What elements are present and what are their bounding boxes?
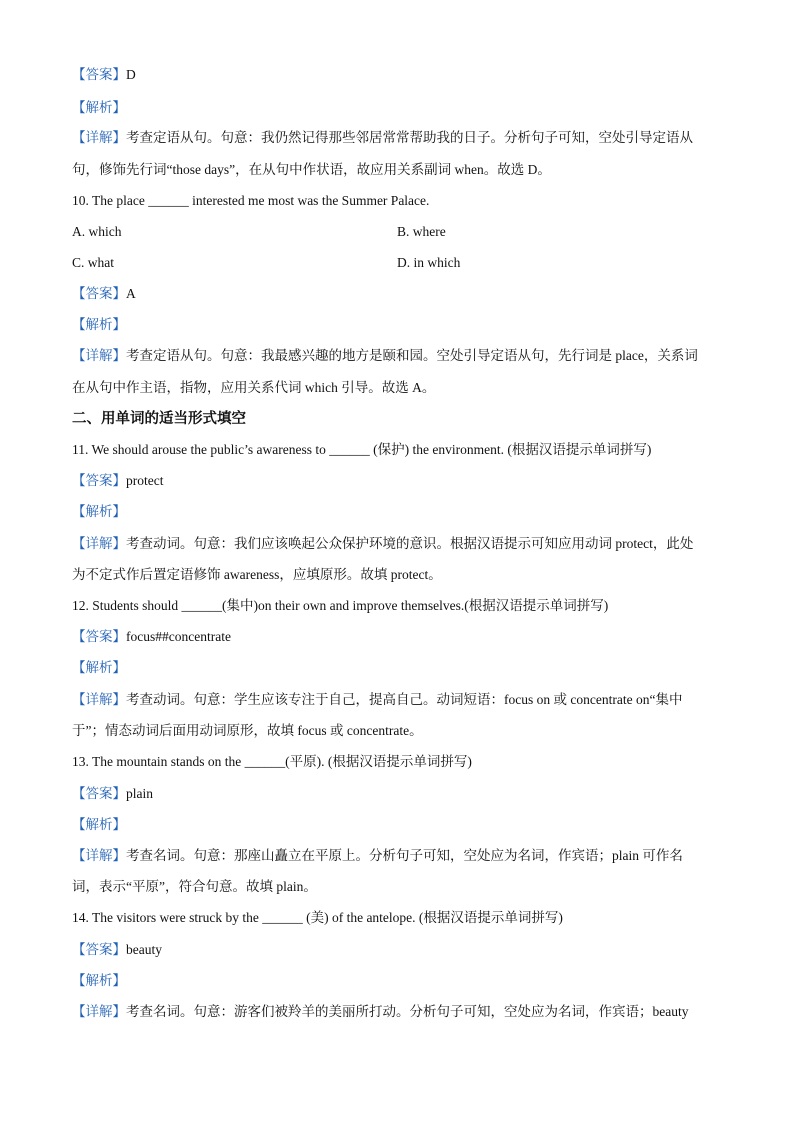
answer-value: plain [126, 786, 153, 801]
explanation-text: 考查定语从句。句意：我仍然记得那些邻居常常帮助我的日子。分析句子可知，空处引导定语从 [126, 130, 693, 145]
option-text: C. what [72, 255, 114, 270]
question-text: 11. We should arouse the public’s awareness to ______ (保护) the environment. (根据汉语提示单词拼写) [72, 442, 652, 457]
explanation-line [72, 1003, 688, 1021]
answer-label: 【答案】 [72, 286, 126, 301]
option-text: B. where [397, 224, 446, 239]
explanation-continuation [72, 722, 423, 740]
analysis-label: 【解析】 [72, 100, 126, 115]
option-b [397, 223, 446, 241]
analysis-label-line [72, 316, 126, 334]
explanation-label: 【详解】 [72, 348, 126, 363]
analysis-label-line [72, 99, 126, 117]
analysis-label: 【解析】 [72, 973, 126, 988]
option-c [72, 254, 114, 272]
answer-value: D [126, 67, 136, 82]
explanation-label: 【详解】 [72, 130, 126, 145]
explanation-text: 考查动词。句意：我们应该唤起公众保护环境的意识。根据汉语提示可知应用动词 protect，此处 [126, 536, 694, 551]
answer-line [72, 941, 162, 959]
answer-line [72, 472, 163, 490]
answer-value: focus##concentrate [126, 629, 231, 644]
explanation-continuation [72, 161, 551, 179]
explanation-line [72, 847, 683, 865]
analysis-label-line [72, 972, 126, 990]
question-10 [72, 192, 429, 210]
option-a [72, 223, 122, 241]
answer-value: beauty [126, 942, 162, 957]
option-d [397, 254, 460, 272]
answer-label: 【答案】 [72, 629, 126, 644]
explanation-line [72, 347, 698, 365]
answer-label: 【答案】 [72, 786, 126, 801]
option-text: D. in which [397, 255, 461, 270]
explanation-text: 考查名词。句意：那座山矗立在平原上。分析句子可知，空处应为名词，作宾语；plain 可作名 [126, 848, 683, 863]
answer-label: 【答案】 [72, 473, 126, 488]
analysis-label-line [72, 659, 126, 677]
analysis-label-line [72, 816, 126, 834]
answer-line [72, 66, 136, 84]
section-heading: 二、用单词的适当形式填空 [72, 411, 246, 427]
explanation-text: 为不定式作后置定语修饰 awareness，应填原形。故填 protect。 [72, 567, 442, 582]
analysis-label: 【解析】 [72, 817, 126, 832]
explanation-text: 句，修饰先行词“those days”，在从句中作状语，故应用关系副词 when。故选 D。 [72, 162, 551, 177]
question-text: 13. The mountain stands on the ______(平原). (根据汉语提示单词拼写) [72, 754, 472, 769]
option-text: A. which [72, 224, 122, 239]
explanation-text: 考查名词。句意：游客们被羚羊的美丽所打动。分析句子可知，空处应为名词，作宾语；beauty [126, 1004, 689, 1019]
analysis-label-line [72, 503, 126, 521]
explanation-label: 【详解】 [72, 536, 126, 551]
question-text: 12. Students should ______(集中)on their own and improve themselves.(根据汉语提示单词拼写) [72, 598, 609, 613]
explanation-continuation [72, 379, 435, 397]
explanation-continuation [72, 566, 442, 584]
explanation-text: 考查定语从句。句意：我最感兴趣的地方是颐和园。空处引导定语从句，先行词是 place，关系词 [126, 348, 698, 363]
answer-value: protect [126, 473, 164, 488]
answer-line [72, 628, 231, 646]
question-12 [72, 597, 608, 615]
analysis-label: 【解析】 [72, 660, 126, 675]
explanation-label: 【详解】 [72, 692, 126, 707]
question-11 [72, 441, 651, 459]
answer-label: 【答案】 [72, 942, 126, 957]
explanation-text: 在从句中作主语，指物，应用关系代词 which 引导。故选 A。 [72, 380, 436, 395]
question-text: 14. The visitors were struck by the ______ (美) of the antelope. (根据汉语提示单词拼写) [72, 910, 563, 925]
answer-label: 【答案】 [72, 67, 126, 82]
question-14 [72, 909, 563, 927]
explanation-text: 于”；情态动词后面用动词原形，故填 focus 或 concentrate。 [72, 723, 423, 738]
explanation-label: 【详解】 [72, 848, 126, 863]
explanation-text: 考查动词。句意：学生应该专注于自己，提高自己。动词短语：focus on 或 concentrate on“集中 [126, 692, 683, 707]
question-13 [72, 753, 472, 771]
explanation-continuation [72, 878, 317, 896]
answer-line [72, 785, 153, 803]
explanation-text: 词，表示“平原”，符合句意。故填 plain。 [72, 879, 317, 894]
explanation-line [72, 129, 693, 147]
answer-value: A [126, 286, 136, 301]
explanation-line [72, 535, 693, 553]
analysis-label: 【解析】 [72, 504, 126, 519]
explanation-line [72, 691, 682, 709]
answer-line [72, 285, 136, 303]
question-text: 10. The place ______ interested me most was the Summer Palace. [72, 193, 430, 208]
analysis-label: 【解析】 [72, 317, 126, 332]
explanation-label: 【详解】 [72, 1004, 126, 1019]
